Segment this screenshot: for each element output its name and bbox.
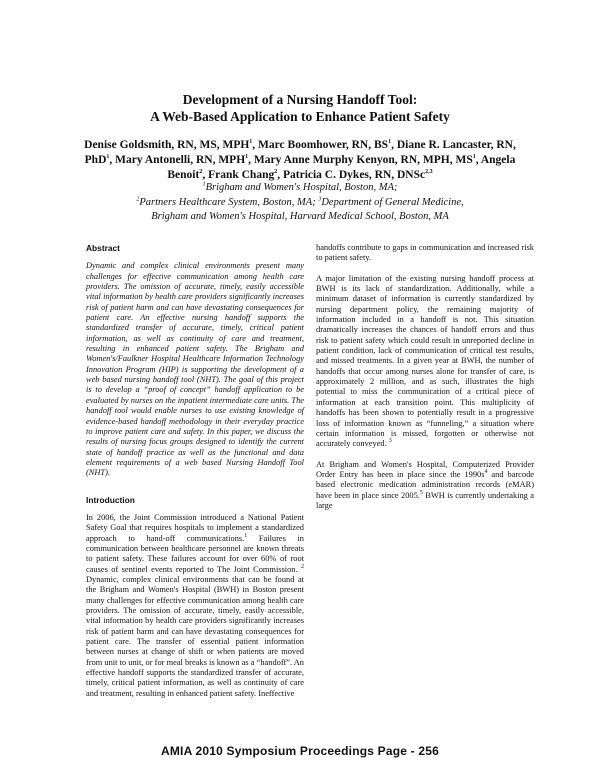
title-line-1: Development of a Nursing Handoff Tool: <box>182 92 418 107</box>
author-list: Denise Goldsmith, RN, MS, MPH$^1$, Marc Boomhower, RN, $BS^1$, Diane R. Lancaster, RN, PhD$^1$, Mary Antonelli, RN, MPH$^1$, Mary Anne Murphy Kenyon, RN, MPH, $MS^1$, Angela Benoit$^2$, Frank Chang$^2$, Patricia C. Dykes, RN, DNSc$^{2,3}$ <box>84 139 516 181</box>
affiliation-1: $^1$Brigham and Women's Hospital, Boston, MA; <box>202 181 398 193</box>
introduction-heading: Introduction <box>86 494 135 505</box>
author: Frank Chang$^2$ <box>208 169 278 181</box>
left-column <box>86 243 304 709</box>
intro-paragraph-1-continued: handoffs contribute to gaps in communication and increased risk to patient safety. <box>316 243 534 263</box>
author: Mary Anne Murphy Kenyon, RN, MPH, $MS^1$ <box>253 154 476 166</box>
affiliation-2: $^2$Partners Healthcare System, Boston, MA; $^3$Department of General Medicine, <box>136 196 464 208</box>
intro-paragraph-2: A major limitation of the existing nursing handoff process at BWH is its lack of standardization. Additionally, while a minimum dataset of information is currently standardized by nursing department policy, the remaining majority of information included in a handoff is not. This situation dramatically increases the chances of handoff errors and thus risk to patient safety which could result in unreported decline in patient condition, lack of communication of critical test results, and missed treatments. In a given year at BWH, the number of handoffs that occur among nurses alone for transfer of care, is approximately 2 million, and as such, illustrates the high potential to miss the communication of a critical piece of information at each transition point. This multiplicity of handoffs has been shown to potentially result in a progressive loss of information known as “funneling,” a situation where certain information is missed, forgotten or otherwise not accurately conveyed. $^3$ <box>316 273 534 449</box>
abstract-text: Dynamic and complex clinical environments present many challenges for effective communication among health care providers. The omission of accurate, timely, easily accessible vital information by health care providers significantly increases risk of patient harm and can have devastating consequences for patient care. An effective nursing handoff supports the standardized transfer of accurate, timely, critical patient information, as well as continuity of care and treatment, resulting in enhanced patient safety. The Brigham and Women's/Faulkner Hospital Healthcare Information Technology Innovation Program (HIP) is supporting the development of a web based nursing handoff tool (NHT). The goal of this project is to develop a “proof of concept” handoff application to be evaluated by nurses on the inpatient intermediate care units. The handoff tool would enable nurses to use existing knowledge of evidence-based handoff methodology in their everyday practice to improve patient care and safety. In this paper, we discuss the results of nursing focus groups designed to identify the current state of handoff practice as well as the functional and data element requirements of a web based Nursing Handoff Tool (NHT). <box>86 261 304 478</box>
author: Angela Benoit$^2$ <box>167 154 516 181</box>
affiliation-3: Brigham and Women's Hospital, Harvard Medical School, Boston, MA <box>151 211 449 222</box>
author: Patricia C. Dykes, RN, DNSc$^{2,3}$ <box>282 169 433 181</box>
title-line-2: A Web-Based Application to Enhance Patient Safety <box>150 109 450 124</box>
abstract-heading: Abstract <box>86 243 120 253</box>
author: Mary Antonelli, RN, MPH$^1$ <box>115 154 249 166</box>
author: Marc Boomhower, RN, $BS^1$ <box>258 139 392 151</box>
author: Denise Goldsmith, RN, MS, MPH$^1$ <box>84 139 253 151</box>
intro-paragraph-3: At Brigham and Women's Hospital, Computerized Provider Order Entry has been in place since the $1990s^4$ and barcode based electronic medication administration records (eMAR) have been in place since 2005.$^5$ BWH is currently undertaking a large <box>316 459 534 510</box>
affiliations <box>60 181 540 225</box>
page-footer: AMIA 2010 Symposium Proceedings Page - 256 <box>160 744 440 758</box>
right-column <box>316 243 534 521</box>
paper-title <box>0 91 600 125</box>
intro-paragraph-1: In 2006, the Joint Commission introduced a National Patient Safety Goal that requires hospitals to implement a standardized approach to hand-off communications.$^1$ Failures in communication between healthcare personnel are known threats to patient safety. These failures account for over 60% of root causes of sentinel events reported to The Joint Commission. $^2$ Dynamic, complex clinical environments that can be found at the Brigham and Women's Hospital (BWH) in Boston present many challenges for effective communication among health care providers. The omission of accurate, timely, easily accessible, vital information by health care providers significantly increases risk of patient harm and can have devastating consequences for patient care. The transfer of essential patient information between nurses at change of shift or when patients are moved from unit to unit, or for meal breaks is known as a “handoff”. An effective handoff supports the standardized transfer of accurate, timely, critical patient information, as well as continuity of care and treatment, resulting in enhanced patient safety. Ineffective <box>86 512 305 698</box>
author: Diane R. Lancaster, RN, PhD$^1$ <box>84 139 516 166</box>
